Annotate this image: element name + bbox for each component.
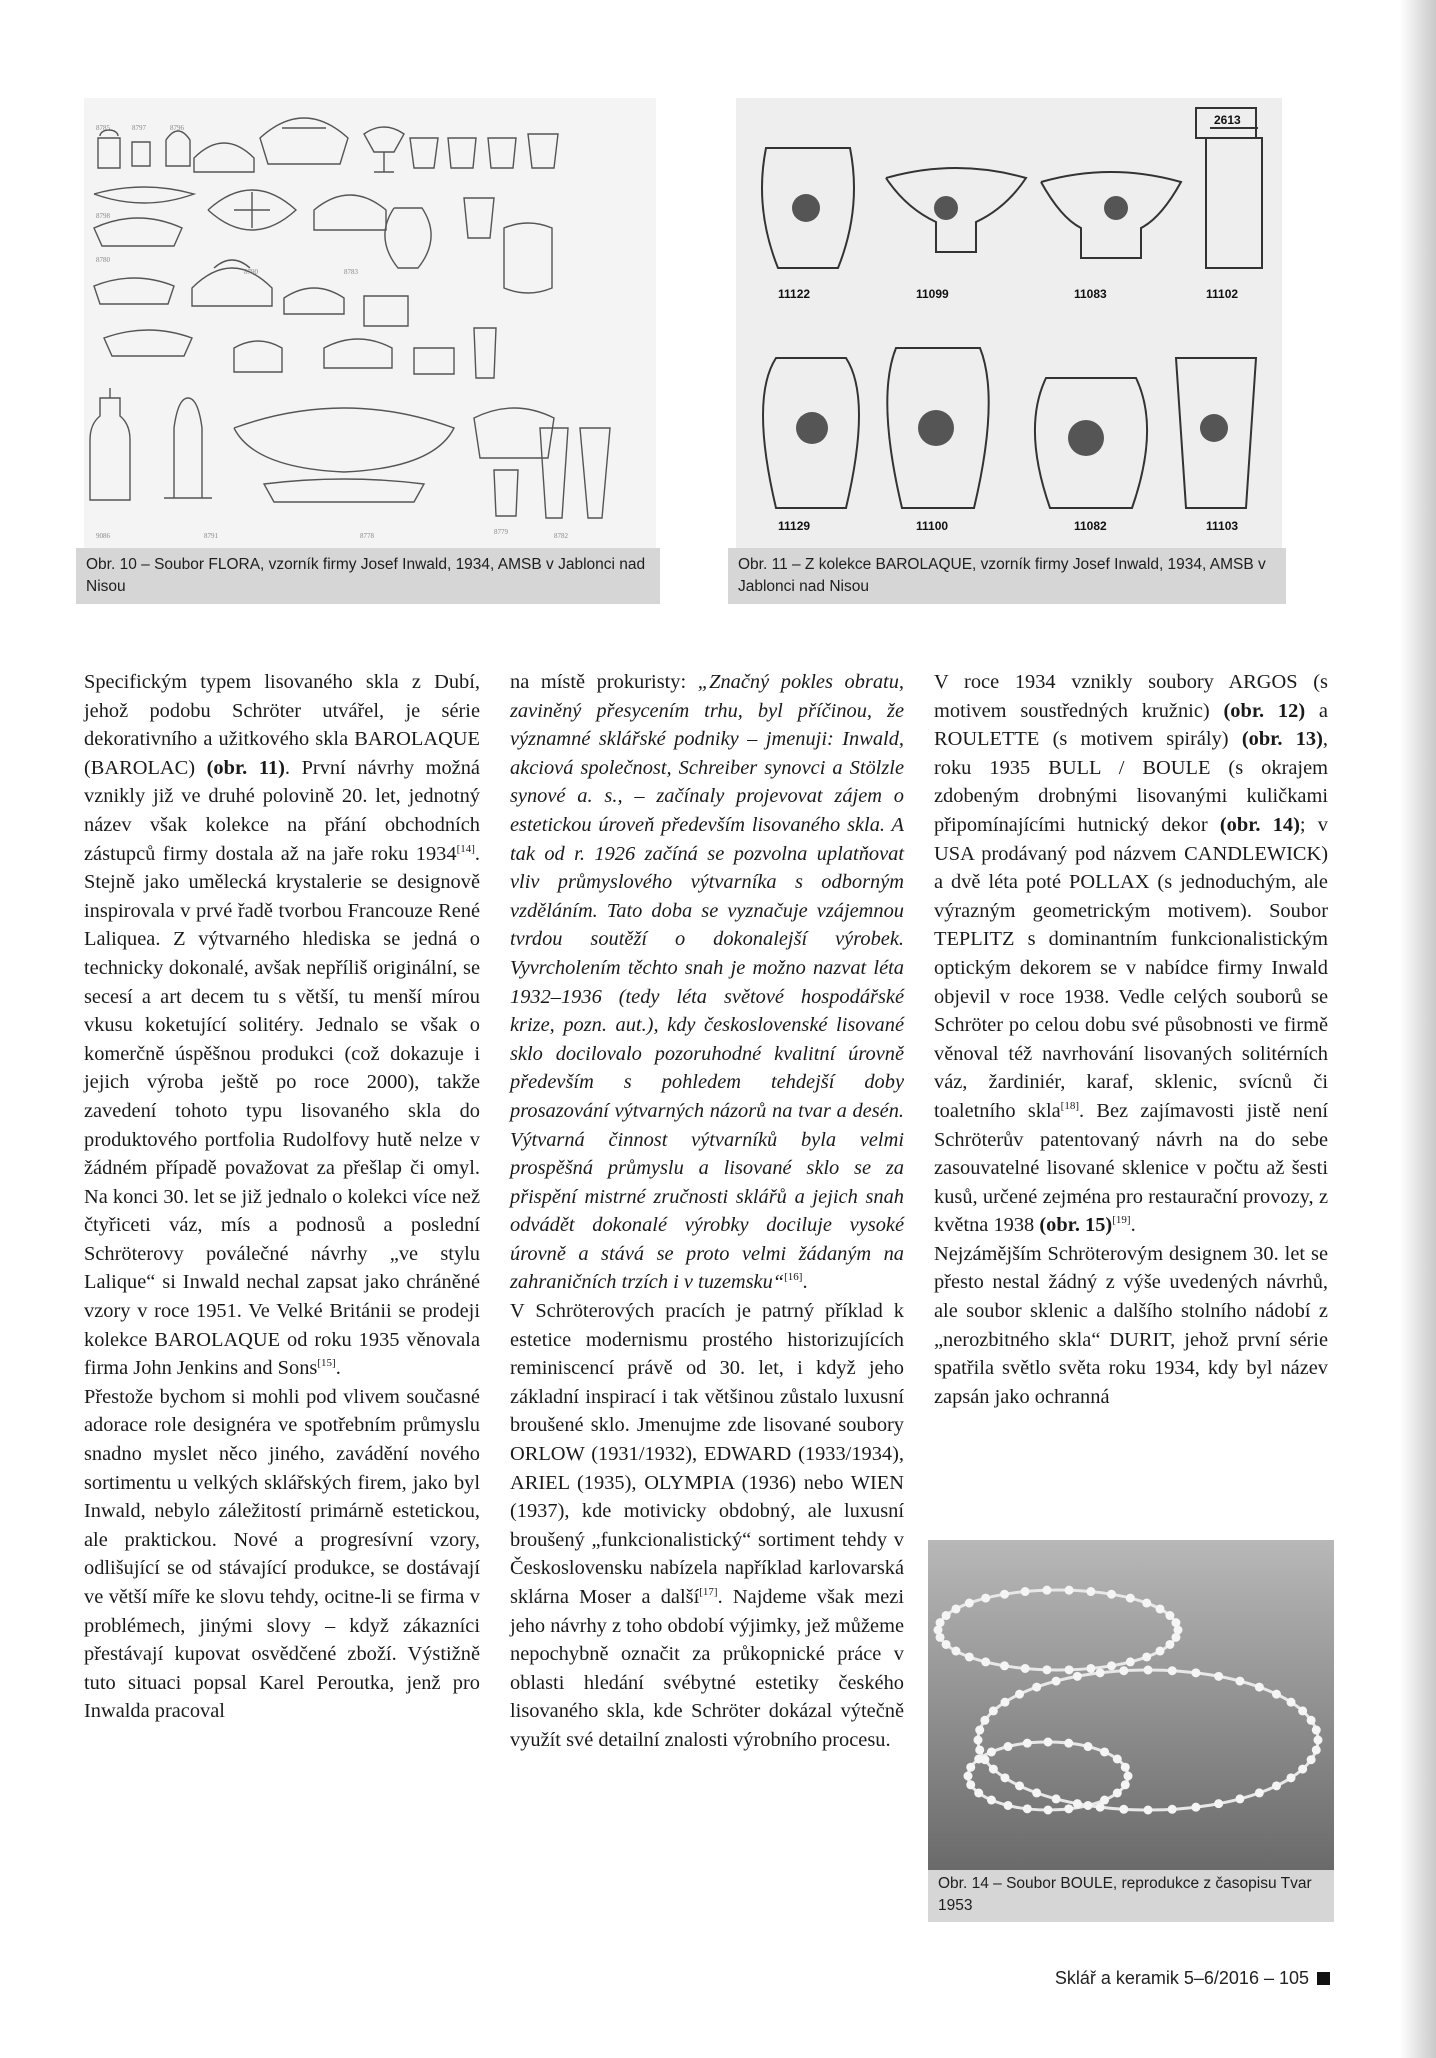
bead <box>1171 1633 1180 1642</box>
bead <box>1287 1698 1296 1707</box>
svg-text:11100: 11100 <box>916 519 949 533</box>
footnote-ref: [19] <box>1112 1214 1131 1227</box>
bead <box>1044 1806 1053 1815</box>
svg-text:11122: 11122 <box>778 287 811 301</box>
bead <box>966 1763 975 1772</box>
footer-square-icon <box>1317 1972 1330 1985</box>
svg-text:9086: 9086 <box>96 532 110 540</box>
svg-text:8779: 8779 <box>494 528 508 536</box>
svg-text:8780: 8780 <box>96 256 110 264</box>
bead <box>1052 1794 1061 1803</box>
bead <box>1314 1736 1323 1745</box>
svg-text:8790: 8790 <box>244 268 258 276</box>
text-run: Specifickým typem lisovaného skla z Dubí, jehož podobu Schröter utvářel, je série dekorativního a užitkového skla BAROLAQUE (BAROLAC) <box>84 671 480 779</box>
bead <box>1171 1618 1180 1627</box>
bead <box>1272 1690 1281 1699</box>
bead <box>936 1618 945 1627</box>
bead <box>1100 1747 1109 1756</box>
svg-text:11129: 11129 <box>778 519 811 533</box>
bead <box>1100 1796 1109 1805</box>
svg-text:8782: 8782 <box>554 532 568 540</box>
text-run: ; v USA prodávaný pod názvem CANDLEWICK) a dvě léta poté POLLAX (s jednoduchým, ale výrazným geometrickým motivem). Soubor TEPLITZ s dominantním funkcionalistickým optickým dekorem se v nabídce firmy Inwald objevil v roce 1938. Vedle celých souborů se Schröter po celou dobu své působnosti ve firmě věnoval též navrhování lisovaných solitérních váz, žardiniér, karaf, sklenic, svícnů či toaletního skla <box>934 813 1328 1122</box>
bead <box>1121 1763 1130 1772</box>
paragraph <box>934 1240 1328 1412</box>
bead <box>1021 1587 1030 1596</box>
bead <box>1044 1738 1053 1747</box>
figure-11-caption: Obr. 11 – Z kolekce BAROLAQUE, vzorník firmy Josef Inwald, 1934, AMSB v Jablonci nad Nisou <box>728 548 1286 604</box>
bead <box>1235 1794 1244 1803</box>
footnote-ref: [15] <box>317 1357 336 1370</box>
svg-text:8797: 8797 <box>132 124 146 132</box>
bead <box>1156 1647 1165 1656</box>
bead <box>1021 1664 1030 1673</box>
text-run: . <box>802 1271 808 1294</box>
paragraph <box>84 668 480 1383</box>
bead <box>989 1706 998 1715</box>
bead <box>989 1765 998 1774</box>
bead <box>1168 1666 1177 1675</box>
bead <box>975 1726 984 1735</box>
svg-text:2613: 2613 <box>1214 113 1241 127</box>
bead <box>1042 1665 1051 1674</box>
text-run: V Schröterových pracích je patrný příklad k estetice modernismu prostého historizujících reminiscencí právě od 30. let, i když jeho základní inspirací i tak většinou zůstalo luxusní broušené sklo. Jmenujme zde lisované soubory ORLOW (1931/1932), EDWARD (1933/1934), ARIEL (1935), OLYMPIA (1936) nebo WIEN (1937), kde motivicky obdobný, ale luxusní broušený „funkcionalistický“ sortiment tehdy v Československu nabízela například karlovarská sklárna Moser a další <box>510 1300 904 1608</box>
text-column-1 <box>84 668 480 1726</box>
bead <box>1124 1772 1133 1781</box>
bead <box>1107 1590 1116 1599</box>
bead <box>1015 1690 1024 1699</box>
bead <box>1126 1657 1135 1666</box>
svg-text:11083: 11083 <box>1074 287 1107 301</box>
svg-text:8798: 8798 <box>96 212 110 220</box>
bead <box>1272 1781 1281 1790</box>
bead <box>964 1772 973 1781</box>
figure-10-caption: Obr. 10 – Soubor FLORA, vzorník firmy Josef Inwald, 1934, AMSB v Jablonci nad Nisou <box>76 548 660 604</box>
bead <box>1191 1668 1200 1677</box>
bead <box>1000 1590 1009 1599</box>
bead <box>951 1604 960 1613</box>
svg-text:8783: 8783 <box>344 268 358 276</box>
bead <box>1298 1765 1307 1774</box>
bead <box>1142 1652 1151 1661</box>
bead <box>1255 1788 1264 1797</box>
text-run: Nejzámějším Schröterovým designem 30. let se přesto nestal žádný z výše uvedených návrhů, ale soubor sklenic a dalšího stolního nádobí z „nerozbitného skla“ DURIT, jehož první série spatřila světlo světa roku 1934, kdy byl název zapsán jako ochranná <box>934 1242 1328 1408</box>
bead <box>1023 1804 1032 1813</box>
text-column-3 <box>934 668 1328 1411</box>
bead <box>965 1652 974 1661</box>
bead <box>966 1780 975 1789</box>
text-run: . Najdeme však mezi jeho návrhy z toho období výjimky, jež můžeme nepochybně označit za průkopnické práce v oblasti hledání svébytné estetiky českého lisovaného skla, kde Schröter dokázal výtečně využít své detailní znalosti výrobního procesu. <box>510 1586 904 1751</box>
text-run: . <box>1130 1214 1136 1237</box>
footer-text: Sklář a keramik 5–6/2016 – 105 <box>1054 1968 1309 1988</box>
glassware-drawing-barolaque <box>736 98 1282 574</box>
svg-text:11099: 11099 <box>916 287 949 301</box>
paragraph <box>510 1297 904 1755</box>
bead <box>1119 1805 1128 1814</box>
footnote-ref: [17] <box>699 1586 718 1598</box>
glass-bowls-photo <box>928 1540 1334 1870</box>
svg-text:8791: 8791 <box>204 532 218 540</box>
text-run: . První návrhy možná vznikly již ve druhé polovině 20. let, jednotný název však kolekce na přání obchodních zástupců firmy dostala až na jaře roku 1934 <box>84 756 480 865</box>
quotation: „Značný pokles obratu, zaviněný přesycením trhu, byl příčinou, že významné sklářské podniky – jmenuji: Inwald, akciová společnost, Schreiber synovci a Stölzle synové a. s., – začínaly projevovat zájem o estetickou úroveň především lisovaného skla. A tak od r. 1926 začíná se pozvolna uplatňovat vliv průmyslového výtvarníka s odborným vzděláním. Tato doba se vyznačuje vzájemnou tvrdou soutěží o dokonalejší výrobek. Vyvrcholením těchto snah je možno nazvat léta 1932–1936 (tedy léta světové hospodářské krize, pozn. aut.), kdy československé lisované sklo docilovalo pozoruhodné kvalitní úrovně především s pohledem tehdejší doby prosazování výtvarných názorů na tvar a desén. Výtvarná činnost výtvarníků byla velmi prospěšná průmyslu a lisované sklo se za přispění mistrné zručnosti sklářů a jejich snah odvádět dokonalé výrobky dociluje vysoké úrovně a stává se proto velmi žádaným na zahraničních trzích i v tuzemsku“ <box>510 671 904 1294</box>
bead <box>1156 1604 1165 1613</box>
bead <box>980 1716 989 1725</box>
bead <box>1214 1672 1223 1681</box>
bead <box>1121 1780 1130 1789</box>
bead <box>1126 1594 1135 1603</box>
text-run: , roku 1935 BULL / BOULE (s okrajem zdobeným drobnými lisovanými kuličkami připomínajícími hutnický dekor <box>934 728 1328 836</box>
bead <box>1113 1789 1122 1798</box>
bead <box>1084 1801 1093 1810</box>
bead <box>1113 1755 1122 1764</box>
bead <box>1032 1683 1041 1692</box>
bead <box>1015 1781 1024 1790</box>
bead <box>1073 1799 1082 1808</box>
bead <box>1065 1586 1074 1595</box>
paragraph <box>934 668 1328 1240</box>
bead <box>1064 1739 1073 1748</box>
bead <box>1073 1672 1082 1681</box>
glassware-drawing-flora <box>84 98 656 548</box>
figure-14-photo-boule <box>928 1540 1334 1870</box>
svg-text:11102: 11102 <box>1206 287 1239 301</box>
bead <box>1042 1586 1051 1595</box>
figure-14-caption: Obr. 14 – Soubor BOULE, reprodukce z časopisu Tvar 1953 <box>928 1870 1334 1922</box>
bead <box>1107 1661 1116 1670</box>
bead <box>942 1611 951 1620</box>
text-run: . Bez zajímavosti jistě není Schröterův patentovaný návrh na do sebe zasouvatelné lisované sklenice v počtu až šesti kusů, určené zejména pro restaurační provozy, z května 1938 <box>934 1099 1328 1237</box>
bead <box>1000 1661 1009 1670</box>
bead <box>1144 1806 1153 1815</box>
bead <box>1287 1773 1296 1782</box>
figure-reference: (obr. 11) <box>206 756 285 779</box>
bead <box>1086 1664 1095 1673</box>
bead <box>1255 1683 1264 1692</box>
bead <box>1165 1611 1174 1620</box>
text-run: Přestože bychom si mohli pod vlivem současné adorace role designéra ve spotřebním průmyslu snadno myslet něco jiného, zavádění nového sortimentu u velkých sklářských firem, jako byl Inwald, nebylo záležitostí primárně estetickou, ale praktickou. Nové a progresívní vzory, odlišující se od stávající produkce, se dostávají ve větší míře ke slovu tehdy, ocitne-li se firma v problémech, jinými slovy – když zákazníci přestávají kupovat osvědčené zboží. Výstižně tuto situaci popsal Karel Peroutka, jenž pro Inwalda pracoval <box>84 1385 480 1723</box>
bead <box>974 1736 983 1745</box>
svg-text:11082: 11082 <box>1074 519 1107 533</box>
bead <box>942 1640 951 1649</box>
bead <box>1084 1742 1093 1751</box>
bead <box>1235 1677 1244 1686</box>
text-run: V roce 1934 vznikly soubory ARGOS (s motivem soustředných kružnic) <box>934 671 1328 722</box>
figure-reference: (obr. 13) <box>1241 728 1323 751</box>
paragraph <box>84 1383 480 1726</box>
bead <box>1144 1666 1153 1675</box>
bead <box>965 1599 974 1608</box>
bead <box>1086 1587 1095 1596</box>
bead <box>1298 1706 1307 1715</box>
bead <box>951 1647 960 1656</box>
bead <box>981 1657 990 1666</box>
bead <box>987 1747 996 1756</box>
bead <box>1214 1799 1223 1808</box>
bead <box>1312 1726 1321 1735</box>
bead <box>981 1594 990 1603</box>
figure-10-catalogue-flora <box>84 98 656 548</box>
page-edge-shadow <box>1400 0 1436 2058</box>
bead <box>1065 1665 1074 1674</box>
text-run: . <box>335 1357 341 1380</box>
bead <box>1023 1739 1032 1748</box>
bead <box>1004 1742 1013 1751</box>
bead <box>1312 1745 1321 1754</box>
bead <box>974 1789 983 1798</box>
figure-reference: (obr. 14) <box>1219 813 1300 836</box>
bead <box>1000 1773 1009 1782</box>
svg-text:8785: 8785 <box>96 124 110 132</box>
bead <box>1064 1804 1073 1813</box>
bead <box>1000 1698 1009 1707</box>
bead <box>1307 1755 1316 1764</box>
figure-reference: (obr. 15) <box>1039 1214 1113 1237</box>
svg-text:8796: 8796 <box>170 124 184 132</box>
bead <box>974 1755 983 1764</box>
bead <box>987 1796 996 1805</box>
footnote-ref: [16] <box>784 1271 803 1284</box>
bead <box>1165 1640 1174 1649</box>
svg-text:8778: 8778 <box>360 532 374 540</box>
bead <box>1004 1801 1013 1810</box>
text-run: a ROULETTE (s motivem spirály) <box>934 699 1328 751</box>
text-column-2 <box>510 668 904 1755</box>
page-footer <box>960 1968 1330 1994</box>
text-run: . Stejně jako umělecká krystalerie se designově inspirovala v prvé řadě tvorbou Francouze René Laliquea. Z výtvarného hlediska se jedná o technicky dokonalé, avšak nepříliš originální, se secesí a art decem tu s větší, tu menší mírou vkusu koketující solitéry. Jednalo se však o komerčně úspěšnou produkci (což dokazuje i jejich výroba ještě po roce 2000), takže zavedení tohoto typu lisovaného skla do produktového portfolia Rudolfovy hutě nelze v žádném případě považovat za přešlap či omyl. Na konci 30. let se již jednalo o kolekci více než čtyřiceti váz, mís a podnosů a poslední Schröterovy poválečné návrhy „ve stylu Lalique“ si Inwald nechal zapsat jako chráněné vzory v roce 1951. Ve Velké Británii se prodeji kolekce BAROLAQUE od roku 1935 věnovala firma John Jenkins and Sons <box>84 842 480 1380</box>
bead <box>1119 1666 1128 1675</box>
svg-text:11103: 11103 <box>1206 519 1239 533</box>
footnote-ref: [14] <box>456 842 475 855</box>
bead <box>1307 1716 1316 1725</box>
bead <box>1096 1668 1105 1677</box>
figure-reference: (obr. 12) <box>1223 699 1306 722</box>
bead <box>1191 1803 1200 1812</box>
bead <box>1142 1599 1151 1608</box>
paragraph <box>510 668 904 1297</box>
bead <box>1032 1788 1041 1797</box>
bead <box>1168 1805 1177 1814</box>
text-run: na místě prokuristy: <box>510 671 698 693</box>
figure-11-catalogue-barolaque <box>736 98 1282 574</box>
footnote-ref: [18] <box>1060 1099 1079 1112</box>
bead <box>1052 1677 1061 1686</box>
bead <box>975 1745 984 1754</box>
